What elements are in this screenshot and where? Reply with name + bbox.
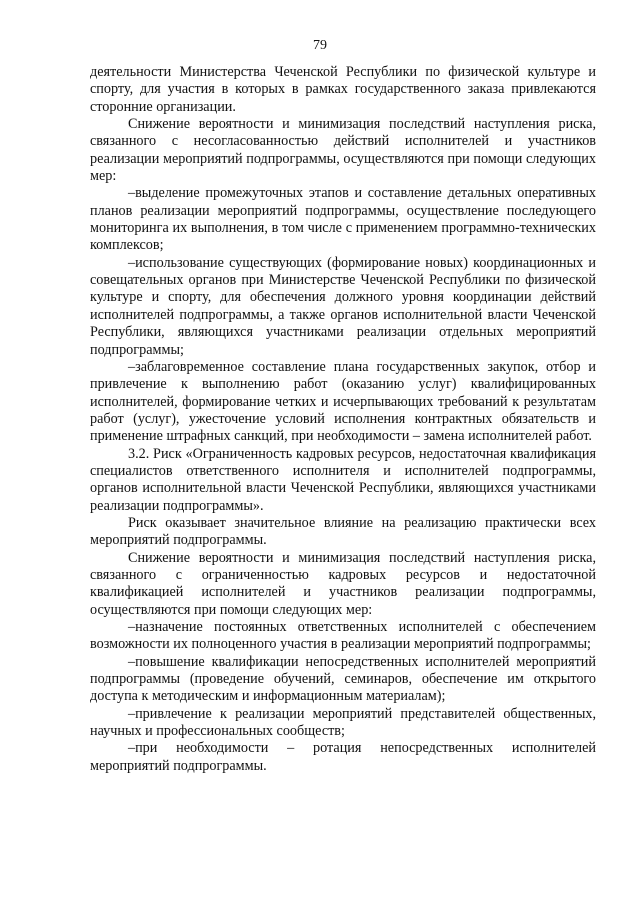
list-item-permanent-executors: –назначение постоянных ответственных исполнителей с обеспечением возможности их полноценного участия в реализации мероприятий подпрограммы;	[90, 619, 596, 653]
document-body	[90, 64, 596, 775]
list-item-involvement: –привлечение к реализации мероприятий представителей общественных, научных и профессиональных сообществ;	[90, 705, 596, 740]
list-item-rotation: –при необходимости – ротация непосредственных исполнителей мероприятий подпрограммы.	[90, 740, 596, 774]
paragraph-continuation: деятельности Министерства Чеченской Республики по физической культуре и спорту, для участия в которых в рамках государственного заказа привлекаются сторонние организации.	[90, 64, 596, 115]
paragraph-risk-3-2: 3.2. Риск «Ограниченность кадровых ресурсов, недостаточная квалификация специалистов ответственного исполнителя и исполнителей подпрограммы, органов исполнительной власти Чеченской Республики, являющихся участниками реализации подпрограммы».	[90, 445, 596, 514]
paragraph-risk-impact: Риск оказывает значительное влияние на реализацию практически всех мероприятий подпрограммы.	[90, 514, 596, 549]
list-item-procurement-plan: –заблаговременное составление плана государственных закупок, отбор и привлечение к выполнению работ (оказанию услуг) квалифицированных исполнителей, формирование четких и исчерпывающих требований к результатам работ (услуг), ужесточение условий исполнения контрактных обязательств и применение штрафных санкций, при необходимости – замена исполнителей работ.	[90, 358, 596, 445]
list-item-intermediate-stages: –выделение промежуточных этапов и составление детальных оперативных планов реализации мероприятий подпрограммы, осуществление последующего мониторинга их выполнения, в том числе с применением программно-технических комплексов;	[90, 185, 596, 254]
list-item-qualification: –повышение квалификации непосредственных исполнителей мероприятий подпрограммы (проведение обучений, семинаров, обеспечение им открытого доступа к методическим и информационным материалам);	[90, 653, 596, 705]
list-item-coordination-bodies: –использование существующих (формирование новых) координационных и совещательных органов при Министерстве Чеченской Республики по физической культуре и спорту, для обеспечения должного уровня координации действий исполнителей подпрограммы, а также органов исполнительной власти Чеченской Республики, являющихся участниками реализации отдельных мероприятий подпрограммы;	[90, 254, 596, 358]
paragraph-staff-risk-mitigation-intro: Снижение вероятности и минимизация последствий наступления риска, связанного с ограниченностью кадровых ресурсов и недостаточной квалификацией исполнителей и участников реализации подпрограммы, осуществляются при помощи следующих мер:	[90, 549, 596, 618]
paragraph-risk-mitigation-intro: Снижение вероятности и минимизация последствий наступления риска, связанного с несогласованностью действий исполнителей и участников реализации мероприятий подпрограммы, осуществляются при помощи следующих мер:	[90, 116, 596, 185]
page-number: 79	[313, 38, 327, 53]
